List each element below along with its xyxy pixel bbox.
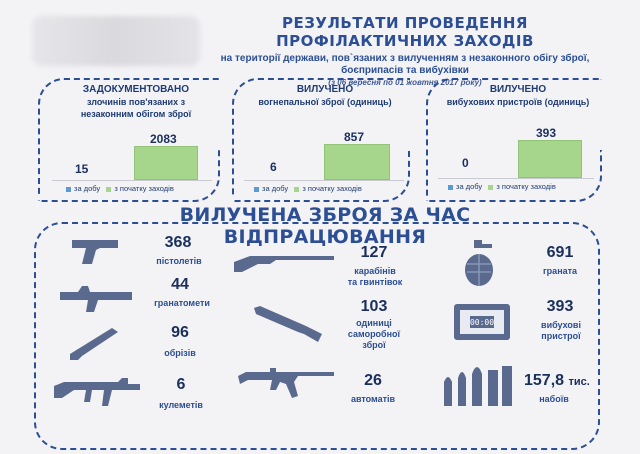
ammo-icon	[440, 360, 516, 408]
legend-start-label: з початку заходів	[496, 182, 556, 191]
panel-title	[52, 84, 220, 120]
subtitle-line1: на території держави, пов`язаних з вилученням з незаконного обігу зброї,	[220, 53, 590, 64]
legend-day-label: за добу	[456, 182, 483, 191]
ammo-unit: тис.	[568, 376, 590, 388]
legend-day-swatch	[254, 187, 259, 192]
panel-title-line2: злочинів пов'язаних з	[86, 97, 186, 107]
chart-axis	[52, 180, 212, 181]
rifles-label-line1: карабінів	[354, 266, 396, 276]
panel-title-line1: ВИЛУЧЕНО	[489, 84, 547, 95]
blurred-logo	[32, 16, 200, 66]
panel-title-line1: ВИЛУЧЕНО	[296, 84, 354, 95]
homemade-label	[336, 318, 412, 351]
legend-day-swatch	[448, 185, 453, 190]
legend	[448, 182, 556, 191]
section-title: ВИЛУЧЕНА ЗБРОЯ ЗА ЧАС ВІДПРАЦЮВАННЯ	[179, 204, 471, 248]
explosives-label	[526, 320, 596, 342]
pistol-icon	[70, 236, 122, 266]
legend-start-label: з початку заходів	[302, 184, 362, 193]
since-start-value: 393	[536, 126, 557, 140]
ammo-value	[524, 372, 614, 390]
panel-title-line2: вогнепальної зброї (одиниць)	[258, 97, 392, 107]
machine-gun-icon	[52, 376, 142, 410]
chart-axis	[244, 180, 404, 181]
rifles-value: 127	[360, 244, 388, 261]
panel-title-line2: вибухових пристроїв (одиниць)	[446, 97, 590, 107]
per-day-value: 15	[75, 162, 89, 176]
panel-title-line3: незаконним обігом зброї	[80, 109, 192, 119]
since-start-bar	[134, 146, 198, 180]
panel-title	[240, 84, 410, 108]
machine-guns-value: 6	[176, 376, 186, 393]
pistols-label: пістолетів	[156, 256, 202, 266]
page-title: РЕЗУЛЬТАТИ ПРОВЕДЕННЯ ПРОФІЛАКТИЧНИХ ЗАХОДІВ	[276, 14, 534, 50]
assault-rifle-icon	[236, 366, 336, 400]
grenade-launcher-icon	[58, 284, 134, 314]
legend-day-label: за добу	[262, 184, 289, 193]
homemade-label-line2: саморобної	[347, 329, 401, 339]
grenades-value: 691	[546, 244, 574, 261]
sawn-off-icon	[68, 326, 124, 362]
legend-day-swatch	[66, 187, 71, 192]
panel-title-line1: ЗАДОКУМЕНТОВАНО	[82, 84, 190, 95]
legend	[254, 184, 362, 193]
panel-title	[434, 84, 602, 108]
since-start-value: 857	[344, 130, 365, 144]
grenade-launchers-value: 44	[171, 276, 189, 293]
ammo-label: набоїв	[539, 394, 569, 404]
grenade-icon	[462, 238, 496, 288]
grenade-launchers-label: гранатомети	[154, 298, 210, 308]
chart-axis	[438, 178, 594, 179]
legend-start-label: з початку заходів	[114, 184, 174, 193]
homemade-value: 103	[360, 298, 388, 315]
per-day-value: 6	[270, 160, 277, 174]
grenades-label: граната	[542, 266, 578, 276]
header	[200, 14, 610, 87]
legend-start-swatch	[488, 185, 493, 190]
subtitle-line2: боєприпасів та вибухівки	[341, 65, 469, 76]
explosives-value: 393	[546, 298, 574, 315]
period-text: (з 06 вересня по 01 жовтня 2017 року)	[328, 78, 482, 87]
legend-start-swatch	[294, 187, 299, 192]
homemade-label-line1: одиниці	[356, 318, 392, 328]
explosives-label-line1: вибухові	[541, 320, 581, 330]
legend-start-swatch	[106, 187, 111, 192]
sawn-offs-label: обрізів	[164, 348, 196, 358]
automatic-value: 26	[364, 372, 382, 389]
homemade-label-line3: зброї	[362, 340, 386, 350]
rifles-label	[330, 266, 420, 288]
ammo-number: 157,8	[524, 372, 565, 389]
since-start-bar	[518, 140, 582, 178]
legend-day-label: за добу	[74, 184, 101, 193]
automatic-label: автоматів	[350, 394, 396, 404]
per-day-value: 0	[462, 156, 469, 170]
since-start-value: 2083	[150, 132, 177, 146]
legend	[66, 184, 174, 193]
machine-guns-label: кулеметів	[159, 400, 203, 410]
rifles-label-line2: та гвинтівок	[347, 277, 403, 287]
pistols-value: 368	[164, 234, 192, 251]
explosives-label-line2: пристрої	[541, 331, 581, 341]
since-start-bar	[324, 144, 390, 180]
homemade-gun-icon	[252, 304, 326, 344]
svg-text:00:00: 00:00	[469, 318, 495, 327]
explosive-device-icon	[452, 302, 512, 342]
rifle-icon	[232, 248, 336, 274]
sawn-offs-value: 96	[171, 324, 189, 341]
